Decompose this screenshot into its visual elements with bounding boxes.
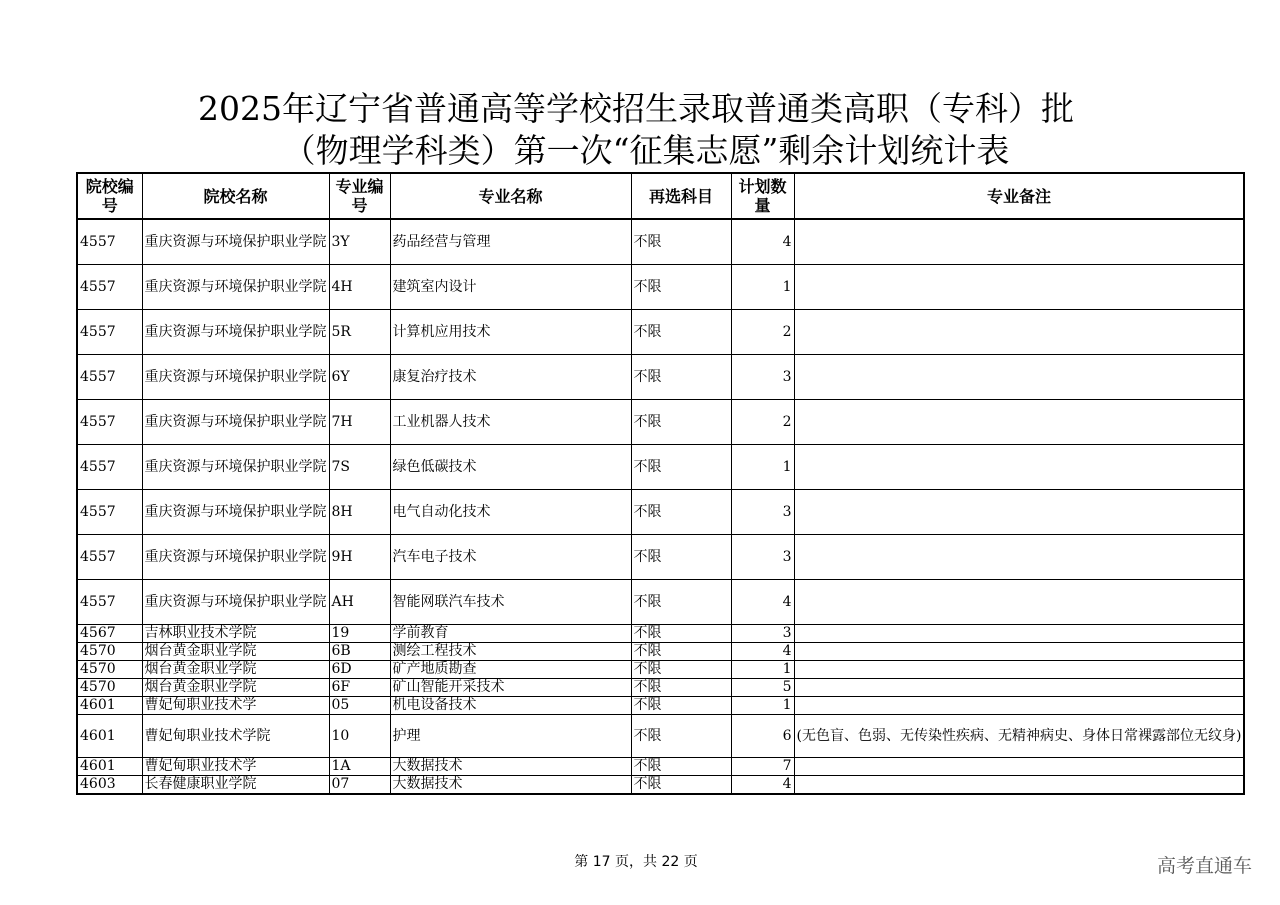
cell-school-code: 4601 [77, 758, 142, 776]
cell-school-name: 烟台黄金职业学院 [142, 643, 329, 661]
table-row [77, 697, 1244, 715]
table-row [77, 445, 1244, 490]
cell-subject: 不限 [631, 535, 731, 580]
cell-major-code: 07 [329, 776, 390, 795]
cell-subject: 不限 [631, 715, 731, 758]
cell-subject: 不限 [631, 310, 731, 355]
cell-major-name: 建筑室内设计 [390, 265, 631, 310]
cell-school-name: 重庆资源与环境保护职业学院 [142, 580, 329, 625]
cell-remark [794, 355, 1244, 400]
cell-remark [794, 265, 1244, 310]
cell-school-code: 4570 [77, 661, 142, 679]
cell-school-code: 4601 [77, 697, 142, 715]
cell-school-name: 曹妃甸职业技术学院 [142, 715, 329, 758]
cell-major-code: 6B [329, 643, 390, 661]
table-row [77, 265, 1244, 310]
cell-subject: 不限 [631, 661, 731, 679]
header-major-name: 专业名称 [390, 173, 631, 219]
cell-school-code: 4570 [77, 679, 142, 697]
cell-subject: 不限 [631, 697, 731, 715]
cell-school-name: 重庆资源与环境保护职业学院 [142, 355, 329, 400]
cell-major-name: 矿产地质勘查 [390, 661, 631, 679]
table-row [77, 758, 1244, 776]
cell-major-name: 学前教育 [390, 625, 631, 643]
cell-major-code: 5R [329, 310, 390, 355]
cell-quota: 6 [731, 715, 794, 758]
cell-major-code: AH [329, 580, 390, 625]
cell-subject: 不限 [631, 355, 731, 400]
cell-quota: 1 [731, 445, 794, 490]
cell-subject: 不限 [631, 445, 731, 490]
cell-remark [794, 310, 1244, 355]
cell-quota: 3 [731, 625, 794, 643]
cell-major-name: 测绘工程技术 [390, 643, 631, 661]
cell-school-code: 4567 [77, 625, 142, 643]
cell-remark [794, 776, 1244, 795]
cell-remark [794, 535, 1244, 580]
cell-quota: 2 [731, 310, 794, 355]
cell-major-name: 绿色低碳技术 [390, 445, 631, 490]
cell-subject: 不限 [631, 265, 731, 310]
cell-major-code: 7H [329, 400, 390, 445]
cell-major-code: 1A [329, 758, 390, 776]
cell-major-name: 机电设备技术 [390, 697, 631, 715]
cell-school-name: 曹妃甸职业技术学 [142, 697, 329, 715]
table-row [77, 310, 1244, 355]
cell-remark [794, 625, 1244, 643]
cell-subject: 不限 [631, 679, 731, 697]
cell-subject: 不限 [631, 643, 731, 661]
cell-remark [794, 400, 1244, 445]
cell-major-name: 护理 [390, 715, 631, 758]
cell-school-name: 重庆资源与环境保护职业学院 [142, 490, 329, 535]
plan-table [76, 172, 1245, 795]
table-row [77, 679, 1244, 697]
cell-major-code: 10 [329, 715, 390, 758]
cell-major-name: 电气自动化技术 [390, 490, 631, 535]
cell-major-name: 智能网联汽车技术 [390, 580, 631, 625]
cell-quota: 1 [731, 265, 794, 310]
cell-major-name: 汽车电子技术 [390, 535, 631, 580]
cell-remark [794, 445, 1244, 490]
cell-remark [794, 580, 1244, 625]
table-row [77, 490, 1244, 535]
cell-major-code: 6D [329, 661, 390, 679]
cell-major-code: 4H [329, 265, 390, 310]
table-row [77, 715, 1244, 758]
cell-school-name: 曹妃甸职业技术学 [142, 758, 329, 776]
cell-subject: 不限 [631, 758, 731, 776]
cell-major-name: 大数据技术 [390, 776, 631, 795]
cell-subject: 不限 [631, 219, 731, 265]
cell-major-code: 8H [329, 490, 390, 535]
cell-major-code: 3Y [329, 219, 390, 265]
cell-major-code: 6F [329, 679, 390, 697]
watermark: 高考直通车 [1156, 855, 1252, 877]
cell-subject: 不限 [631, 776, 731, 795]
cell-quota: 4 [731, 219, 794, 265]
cell-school-code: 4557 [77, 400, 142, 445]
table-row [77, 400, 1244, 445]
cell-remark [794, 697, 1244, 715]
table-row [77, 219, 1244, 265]
cell-major-name: 计算机应用技术 [390, 310, 631, 355]
cell-school-name: 重庆资源与环境保护职业学院 [142, 310, 329, 355]
cell-school-name: 长春健康职业学院 [142, 776, 329, 795]
cell-school-name: 重庆资源与环境保护职业学院 [142, 445, 329, 490]
cell-subject: 不限 [631, 490, 731, 535]
cell-subject: 不限 [631, 580, 731, 625]
cell-major-name: 工业机器人技术 [390, 400, 631, 445]
cell-quota: 7 [731, 758, 794, 776]
cell-quota: 5 [731, 679, 794, 697]
cell-school-code: 4570 [77, 643, 142, 661]
cell-quota: 3 [731, 490, 794, 535]
cell-school-name: 烟台黄金职业学院 [142, 679, 329, 697]
cell-remark [794, 219, 1244, 265]
table-row [77, 535, 1244, 580]
cell-major-code: 9H [329, 535, 390, 580]
page-footer: 第 17 页，共 22 页 [574, 854, 698, 870]
title-line-1: 2025年辽宁省普通高等学校招生录取普通类高职（专科）批 [198, 89, 1074, 128]
cell-major-name: 大数据技术 [390, 758, 631, 776]
header-school-name: 院校名称 [142, 173, 329, 219]
cell-remark [794, 758, 1244, 776]
cell-remark [794, 643, 1244, 661]
cell-school-code: 4557 [77, 580, 142, 625]
cell-school-name: 重庆资源与环境保护职业学院 [142, 265, 329, 310]
cell-major-code: 05 [329, 697, 390, 715]
cell-major-name: 康复治疗技术 [390, 355, 631, 400]
cell-major-code: 6Y [329, 355, 390, 400]
cell-quota: 1 [731, 661, 794, 679]
cell-major-code: 7S [329, 445, 390, 490]
cell-school-code: 4557 [77, 355, 142, 400]
header-row [77, 173, 1244, 219]
cell-subject: 不限 [631, 625, 731, 643]
cell-school-code: 4557 [77, 445, 142, 490]
cell-major-code: 19 [329, 625, 390, 643]
cell-remark: (无色盲、色弱、无传染性疾病、无精神病史、身体日常裸露部位无纹身) [794, 715, 1244, 758]
cell-school-name: 烟台黄金职业学院 [142, 661, 329, 679]
cell-school-code: 4557 [77, 219, 142, 265]
cell-quota: 1 [731, 697, 794, 715]
cell-school-code: 4557 [77, 535, 142, 580]
header-school-code: 院校编号 [77, 173, 142, 219]
cell-quota: 3 [731, 355, 794, 400]
header-quota: 计划数量 [731, 173, 794, 219]
cell-quota: 4 [731, 580, 794, 625]
cell-major-name: 矿山智能开采技术 [390, 679, 631, 697]
cell-subject: 不限 [631, 400, 731, 445]
title-line-2: （物理学科类）第一次“征集志愿”剩余计划统计表 [282, 131, 1010, 170]
cell-school-name: 重庆资源与环境保护职业学院 [142, 219, 329, 265]
table-row [77, 625, 1244, 643]
header-remark: 专业备注 [794, 173, 1244, 219]
table-row [77, 355, 1244, 400]
table-row [77, 580, 1244, 625]
cell-quota: 3 [731, 535, 794, 580]
cell-school-code: 4603 [77, 776, 142, 795]
cell-quota: 4 [731, 776, 794, 795]
cell-remark [794, 661, 1244, 679]
table-row [77, 776, 1244, 795]
header-subject: 再选科目 [631, 173, 731, 219]
cell-school-name: 重庆资源与环境保护职业学院 [142, 535, 329, 580]
cell-school-code: 4557 [77, 265, 142, 310]
cell-quota: 2 [731, 400, 794, 445]
header-major-code: 专业编号 [329, 173, 390, 219]
cell-school-code: 4557 [77, 490, 142, 535]
cell-remark [794, 679, 1244, 697]
table-row [77, 643, 1244, 661]
table-row [77, 661, 1244, 679]
cell-school-name: 重庆资源与环境保护职业学院 [142, 400, 329, 445]
cell-quota: 4 [731, 643, 794, 661]
cell-major-name: 药品经营与管理 [390, 219, 631, 265]
cell-school-code: 4557 [77, 310, 142, 355]
cell-school-name: 吉林职业技术学院 [142, 625, 329, 643]
cell-school-code: 4601 [77, 715, 142, 758]
cell-remark [794, 490, 1244, 535]
